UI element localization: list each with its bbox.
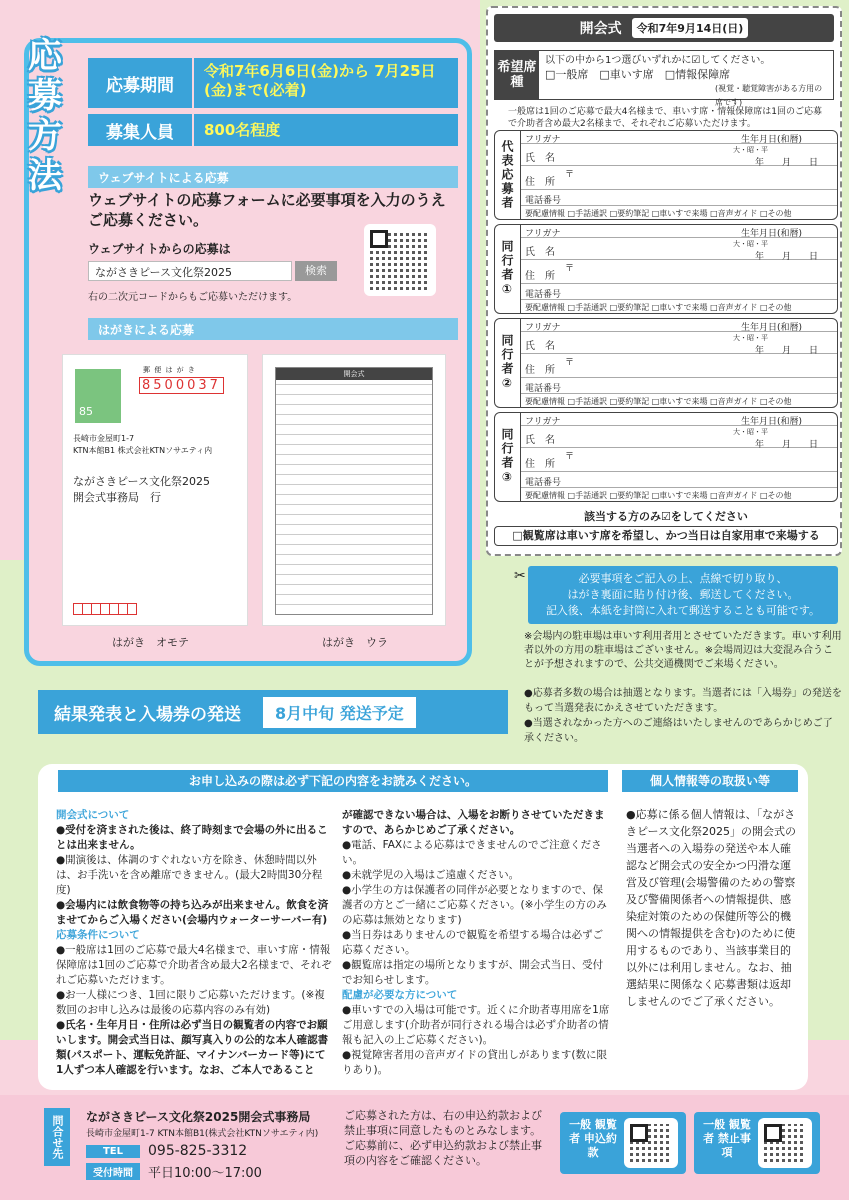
block-head: 同行者③ [495,413,521,501]
qr-code-icon[interactable] [758,1118,812,1168]
contact-address: 長崎市金屋町1-7 KTN本館B1(株式会社KTNソサエティ内) [86,1129,319,1139]
address-label: 住 所 [525,177,555,188]
name-label: 氏 名 [525,247,555,258]
companion1-block [494,224,838,314]
mail-line-1: 必要事項をご記入の上、点線で切り取り、 [578,572,788,585]
section-title: 応募条件について [56,929,140,941]
form-note: 一般席は1回のご応募で最大4名様まで、車いす席・情報保障席は1回のご応募で介助者含め最大2名様まで、それぞれご応募いただけます。 [508,107,823,129]
apply-title: 応募方法 [28,36,64,196]
block-head: 代表応募者 [495,131,521,219]
block-head: 同行者② [495,319,521,407]
list-item: ●一般席は1回のご応募で最大4名様まで、車いす席・情報保障席は1回のご応募で介助者含め最大2名様まで、それぞれご応募いただけます。 [56,944,332,986]
list-item: ●開演後は、体調のすぐれない方を除き、休憩時間以外は、お手洗いを含め離席できません。(最大2時間30分程度) [56,854,323,896]
furigana-label: フリガナ [525,229,561,239]
form-date: 令和7年9月14日(日) [632,18,749,38]
web-header: ウェブサイトによる応募 [88,166,458,188]
furigana-label: フリガナ [525,417,561,427]
seat-note: (視覚・聴覚障害がある方用の席です) [715,84,823,107]
applicant-block [494,130,838,220]
phone-label: 電話番号 [525,290,562,300]
form-title [494,14,834,42]
list-item: ●小学生の方は保護者の同伴が必要となりますので、保護者の方とご一緒にご応募ください。(※小学生の方のみの応募は無効となります) [342,884,607,926]
era-label: 大・昭・平 [733,334,768,342]
notice-col-1 [56,808,332,1078]
postal-mark: 〒 [565,170,575,180]
phone-label: 電話番号 [525,384,562,394]
result-title: 結果発表と入場券の発送 [54,704,241,725]
postcard-header: はがきによる応募 [88,318,458,340]
address-label: 住 所 [525,271,555,282]
birth-label: 生年月日(和暦) [741,135,803,145]
prohibited-card[interactable] [694,1112,820,1174]
form-title-text: 開会式 [579,21,622,37]
ymd-label: 年 月 日 [755,252,819,262]
search-input[interactable]: ながさきピース文化祭2025 [88,261,292,281]
no-contact-note: ●当選されなかった方へのご連絡はいたしませんのであらかじめご了承ください。 [524,718,833,744]
furigana-label: フリガナ [525,135,561,145]
contact-tel [86,1143,247,1159]
block-head: 同行者① [495,225,521,313]
period-label: 応募期間 [88,58,192,108]
mail-line-3: 記入後、本紙を封筒に入れて郵送することも可能です。 [545,604,821,617]
list-item: ●未就学児の入場はご遠慮ください。 [342,869,520,881]
tel-value[interactable]: 095-825-3312 [148,1143,248,1159]
search-button[interactable]: 検索 [295,261,337,281]
qr-code-icon[interactable] [624,1118,678,1168]
mini-form-title: 開会式 [276,368,432,380]
front-label: はがき オモテ [112,636,189,649]
sender-postcode-box [73,603,137,615]
back-label: はがき ウラ [322,636,388,649]
terms-label: 一般 観覧者 申込約款 [569,1118,617,1159]
section-title: 開会式について [56,809,130,821]
companion2-block [494,318,838,408]
list-item: ●車いすでの入場は可能です。近くに介助者専用席を1席ご用意します(介助者が同行される場合は必ず介助者の情報も記入の上ご応募ください)。 [342,1004,610,1046]
postcard-back [262,354,446,626]
list-item: ●受付を済まされた後は、終了時刻まで会場の外に出ることは出来ません。 [56,824,328,851]
recruit-value: 800名程度 [192,114,458,146]
list-item: ●電話、FAXによる応募はできませんのでご注意ください。 [342,839,602,866]
era-label: 大・昭・平 [733,428,768,436]
tel-label: TEL [86,1145,140,1158]
birth-label: 生年月日(和暦) [741,323,803,333]
ymd-label: 年 月 日 [755,158,819,168]
era-label: 大・昭・平 [733,240,768,248]
seat-instruction: 以下の中から1つ選びいずれかに☑してください。 [545,55,771,66]
ymd-label: 年 月 日 [755,440,819,450]
name-label: 氏 名 [525,341,555,352]
mail-instructions [528,566,838,624]
seat-selection [494,50,834,107]
consent-note: ご応募された方は、右の申込約款および禁止事項に同意したものとみなします。ご応募前に、必ず申込約款および禁止事項の内容をご確認ください。 [344,1109,542,1167]
address-label: 住 所 [525,365,555,376]
list-item: ●視覚障害者用の音声ガイドの貸出しがあります(数に限りあり)。 [342,1049,607,1076]
birth-label: 生年月日(和暦) [741,229,803,239]
entry-form [486,6,842,556]
name-label: 氏 名 [525,153,555,164]
list-item: ●氏名・生年月日・住所は必ず当日の観覧者の内容でお願いします。開会式当日は、顔写真入りの公的な本人確認書類(パスポート、運転免許証、マイナンバーカード等)にて1人ずつ本人確認を行います。なお、ご本人であること [56,1019,329,1076]
check-line: 該当する方のみ☑をしてください [584,510,748,523]
addr1: 長崎市金屋町1-7 [73,434,135,443]
postal-mark: 〒 [565,358,575,368]
birth-label: 生年月日(和暦) [741,417,803,427]
support-options[interactable]: 要配慮情報 □手話通訳 □要約筆記 □車いすで来場 □音声ガイド □その他 [525,491,792,500]
support-options[interactable]: 要配慮情報 □手話通訳 □要約筆記 □車いすで来場 □音声ガイド □その他 [525,397,792,406]
recruit-row [88,114,458,146]
privacy-text: ●応募に係る個人情報は、「ながさきピース文化祭2025」の開会式の当選者への入場券の発送や本人確認など開会式の安全かつ円滑な運営及び管理(会場警備のための警察及び警備関係者への情報提供、感染症対策のための保健所等公的機関への情報提供を含む)のために使用するものであり、当該事業目的以外には利用しません。なお、抽選結果に関係なく応募書類は返却しませんのでご了承ください。 [626,808,797,1008]
hours-value: 平日10:00〜17:00 [148,1166,262,1181]
qr-note: 右の二次元コードからもご応募いただけます。 [88,292,298,303]
postcard-mark: 郵 便 は が き [143,366,196,374]
phone-label: 電話番号 [525,196,562,206]
web-text: ウェブサイトの応募フォームに必要事項を入力のうえご応募ください。 [88,191,446,229]
terms-card[interactable] [560,1112,686,1174]
support-options[interactable]: 要配慮情報 □手話通訳 □要約筆記 □車いすで来場 □音声ガイド □その他 [525,209,792,218]
support-options[interactable]: 要配慮情報 □手話通訳 □要約筆記 □車いすで来場 □音声ガイド □その他 [525,303,792,312]
wheelchair-parking-checkbox[interactable]: □観覧席は車いす席を希望し、かつ当日は自家用車で来場する [494,526,838,546]
notice-col-2 [342,808,612,1078]
era-label: 大・昭・平 [733,146,768,154]
list-item: ●お一人様につき、1回に限りご応募いただけます。(※複数回のお申し込みは最後の応募内容のみ有効) [56,989,325,1016]
postal-mark: 〒 [565,452,575,462]
furigana-label: フリガナ [525,323,561,333]
ymd-label: 年 月 日 [755,346,819,356]
list-item: ●観覧席は指定の場所となりますが、開会式当日、受付でお知らせします。 [342,959,604,986]
recipient2: 開会式事務局 行 [73,491,161,504]
period-value: 令和7年6月6日(金)から 7月25日(金)まで(必着) [192,58,458,108]
name-label: 氏 名 [525,435,555,446]
address-label: 住 所 [525,459,555,470]
web-sub: ウェブサイトからの応募は [88,242,231,256]
addr2: KTN本館B1 株式会社KTNソサエティ内 [73,446,213,455]
list-item: ●会場内には飲食物等の持ち込みが出来ません。飲食を済ませてからご入場ください(会場内ウォーターサーバー有) [56,899,329,926]
phone-label: 電話番号 [525,478,562,488]
period-row [88,58,458,108]
result-banner [38,690,508,734]
postcard-front [62,354,248,626]
qr-code-icon[interactable] [364,224,436,296]
privacy-header: 個人情報等の取扱い等 [622,770,798,792]
contact-tag: 問合せ先 [44,1108,70,1166]
list-item: が確認できない場合は、入場をお断りさせていただきますので、あらかじめご了承ください。 [342,809,605,836]
mail-line-2: はがき裏面に貼り付け後、郵送してください。 [567,588,799,601]
recruit-label: 募集人員 [88,114,192,146]
seat-options[interactable]: □一般席 □車いす席 □情報保障席 [545,68,731,81]
contact-hours [86,1162,262,1181]
postal-mark: 〒 [565,264,575,274]
list-item: ●当日券はありませんので観覧を希望する場合は必ずご応募ください。 [342,929,604,956]
parking-note: ※会場内の駐車場は車いす利用者用とさせていただきます。車いす利用者以外の方用の駐車場はございません。※会場周辺は大変混み合うことが予想されますので、公共交通機関でご来場ください。 [524,631,842,670]
section-title: 配慮が必要な方について [342,989,458,1001]
recipient1: ながさきピース文化祭2025 [73,475,211,488]
notice-header: お申し込みの際は必ず下記の内容をお読みください。 [58,770,608,792]
hours-label: 受付時間 [86,1163,140,1180]
lottery-note: ●応募者多数の場合は抽選となります。当選者には「入場券」の発送をもって当選発表にかえさせていただきます。 [524,688,842,714]
stamp: 85 [75,369,121,423]
contact-name: ながさきピース文化祭2025開会式事務局 [86,1110,311,1124]
postcode: 8500037 [139,377,224,394]
companion3-block [494,412,838,502]
result-date: 8月中旬 発送予定 [263,697,416,728]
prohibited-label: 一般 観覧者 禁止事項 [703,1118,751,1159]
scissors-icon: ✂ [514,568,526,584]
seat-head: 希望席種 [495,51,539,99]
